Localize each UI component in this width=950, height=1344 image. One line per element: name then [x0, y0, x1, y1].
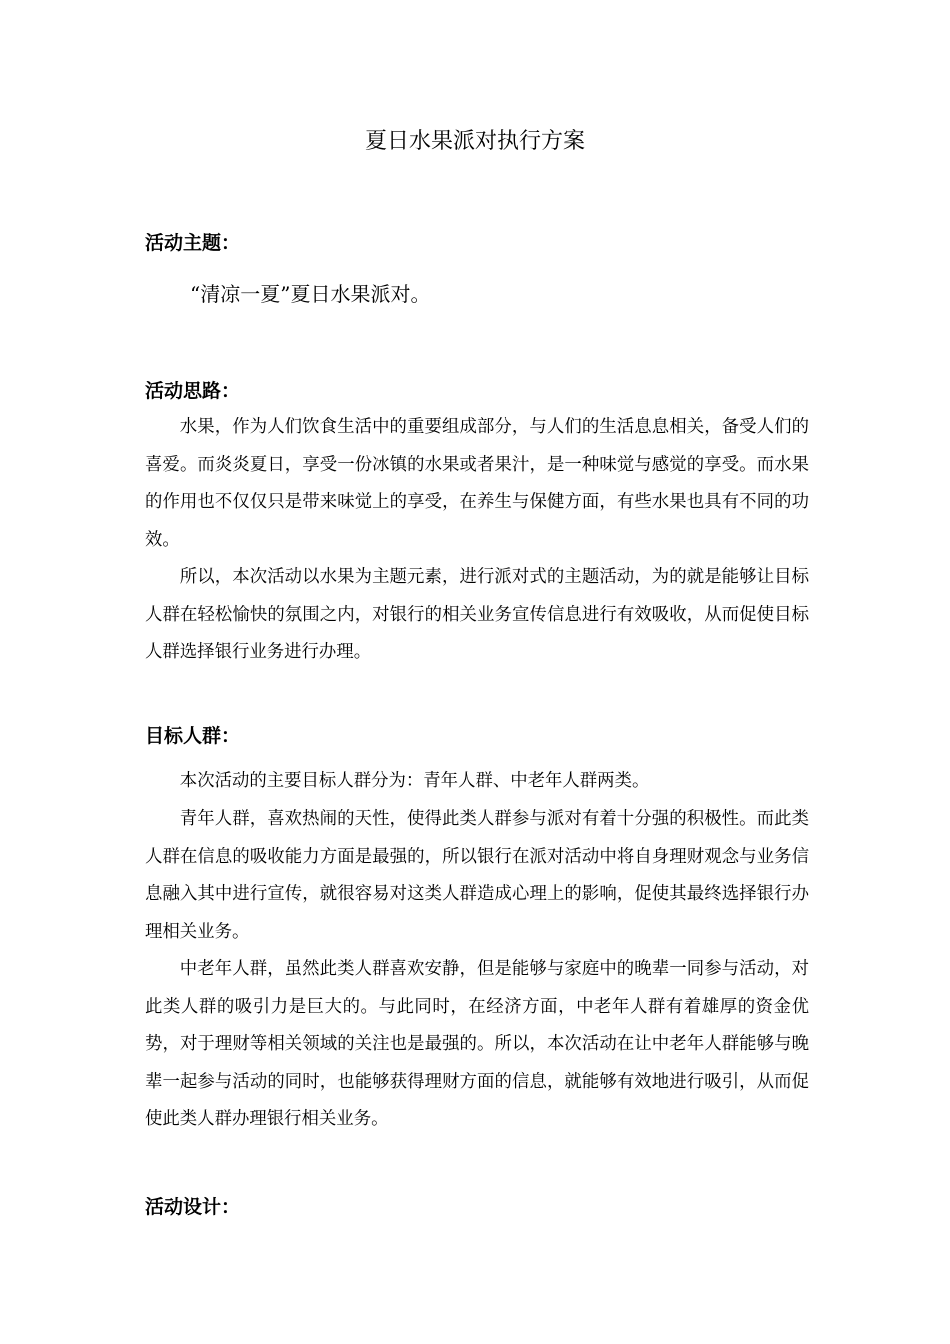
section-heading-concept: 活动思路： [145, 380, 241, 402]
concept-paragraph-1: 水果，作为人们饮食生活中的重要组成部分，与人们的生活息息相关，备受人们的喜爱。而炎炎夏日，享受一份冰镇的水果或者果汁，是一种味觉与感觉的享受。而水果的作用也不仅仅只是带来味觉上的享受，在养生与保健方面，有些水果也具有不同的功效。 [145, 417, 809, 550]
section-heading-theme: 活动主题： [145, 232, 241, 254]
section-heading-audience: 目标人群： [145, 725, 241, 747]
theme-text: “清凉一夏”夏日水果派对。 [190, 282, 431, 306]
concept-paragraph-2: 所以，本次活动以水果为主题元素，进行派对式的主题活动，为的就是能够让目标人群在轻松愉快的氛围之内，对银行的相关业务宣传信息进行有效吸收，从而促使目标人群选择银行业务进行办理。 [145, 567, 809, 662]
audience-paragraph-1: 本次活动的主要目标人群分为：青年人群、中老年人群两类。 [179, 771, 650, 791]
document-title: 夏日水果派对执行方案 [364, 129, 585, 154]
section-heading-design: 活动设计： [145, 1196, 241, 1218]
audience-paragraph-2: 青年人群，喜欢热闹的天性，使得此类人群参与派对有着十分强的积极性。而此类人群在信息的吸收能力方面是最强的，所以银行在派对活动中将自身理财观念与业务信息融入其中进行宣传，就很容易对这类人群造成心理上的影响，促使其最终选择银行办理相关业务。 [145, 809, 809, 942]
audience-paragraph-3: 中老年人群，虽然此类人群喜欢安静，但是能够与家庭中的晚辈一同参与活动，对此类人群的吸引力是巨大的。与此同时，在经济方面，中老年人群有着雄厚的资金优势，对于理财等相关领域的关注也是最强的。所以，本次活动在让中老年人群能够与晚辈一起参与活动的同时，也能够获得理财方面的信息，就能够有效地进行吸引，从而促使此类人群办理银行相关业务。 [145, 959, 809, 1129]
